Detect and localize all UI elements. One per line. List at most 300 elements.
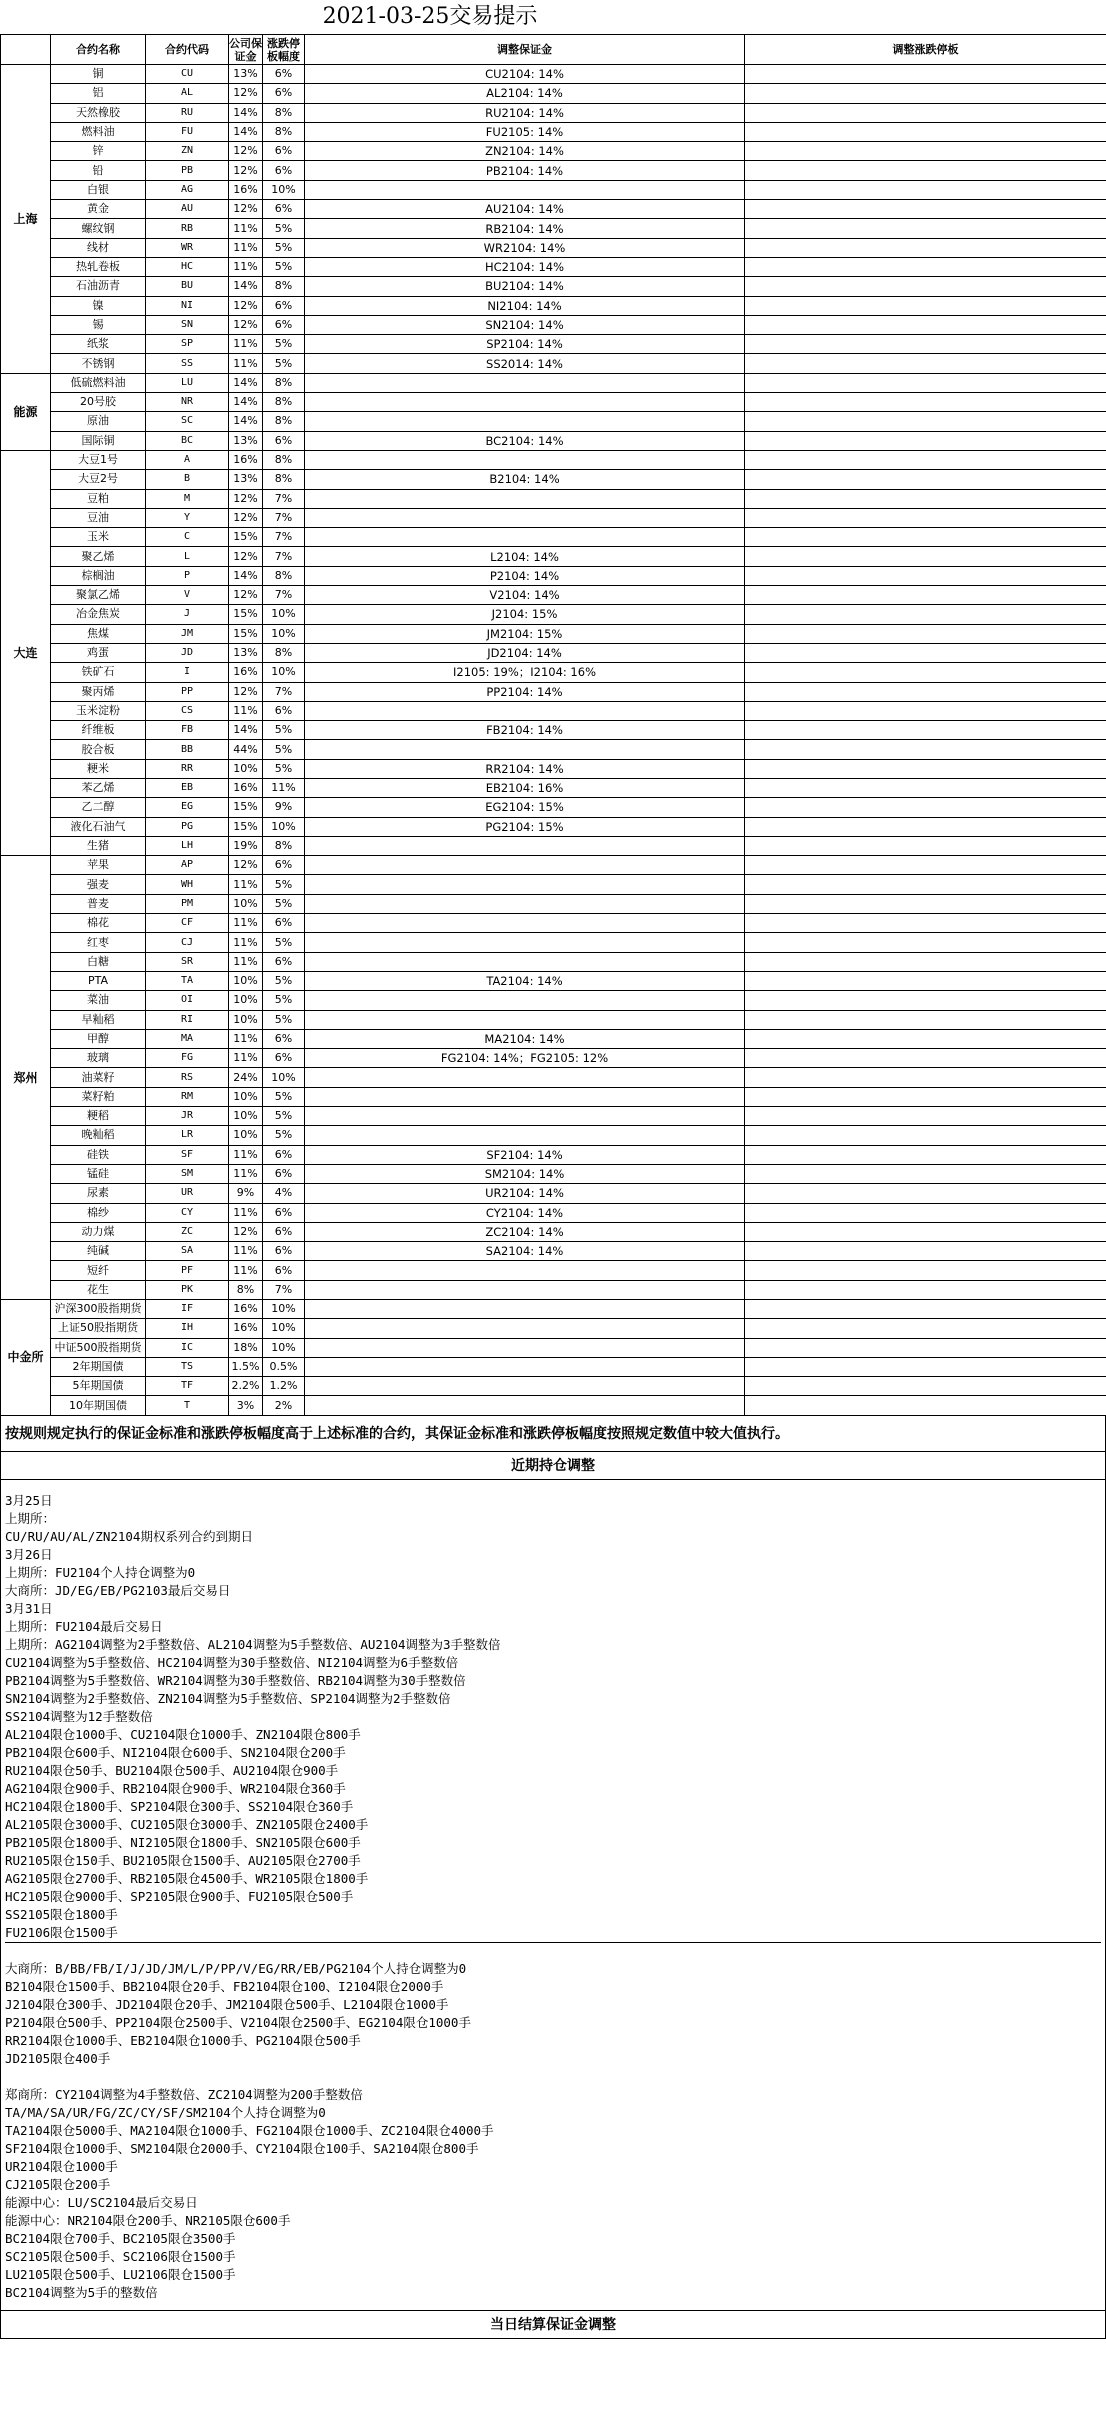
limit-cell: 5% xyxy=(263,335,305,354)
adj-limit-cell xyxy=(745,373,1106,392)
adj-limit-cell xyxy=(745,142,1106,161)
code-cell: AU xyxy=(146,200,229,219)
margin-cell: 19% xyxy=(229,836,263,855)
notes-line: JD2105限仓400手 xyxy=(5,2050,111,2066)
notes-line: 3月26日 xyxy=(5,1546,53,1562)
adj-limit-cell xyxy=(745,682,1106,701)
code-cell: L xyxy=(146,547,229,566)
name-cell: 镍 xyxy=(51,296,146,315)
adj-limit-cell xyxy=(745,875,1106,894)
margin-cell: 12% xyxy=(229,296,263,315)
table-row xyxy=(1,759,1106,778)
table-row xyxy=(1,200,1106,219)
notes-block xyxy=(5,1492,1101,2302)
name-cell: 苯乙烯 xyxy=(51,778,146,797)
table-row xyxy=(1,586,1106,605)
adj-limit-cell xyxy=(745,103,1106,122)
notes-line: RU2105限仓150手、BU2105限仓1500手、AU2105限仓2700手 xyxy=(5,1852,361,1868)
code-cell: IF xyxy=(146,1300,229,1319)
name-cell: 聚氯乙烯 xyxy=(51,586,146,605)
adj-limit-cell xyxy=(745,1242,1106,1261)
name-cell: 粳稻 xyxy=(51,1107,146,1126)
notes-line: CU/RU/AU/AL/ZN2104期权系列合约到期日 xyxy=(5,1528,253,1544)
code-cell: V xyxy=(146,586,229,605)
code-cell: NR xyxy=(146,393,229,412)
notes-line: FU2106限仓1500手 xyxy=(5,1924,118,1940)
adj-margin-cell: BU2104: 14% xyxy=(305,277,745,296)
table-row xyxy=(1,798,1106,817)
adj-margin-cell xyxy=(305,991,745,1010)
code-cell: FU xyxy=(146,122,229,141)
limit-cell: 7% xyxy=(263,547,305,566)
limit-cell: 5% xyxy=(263,991,305,1010)
adj-margin-cell xyxy=(305,836,745,855)
margin-cell: 15% xyxy=(229,817,263,836)
adj-margin-cell: RU2104: 14% xyxy=(305,103,745,122)
limit-cell: 6% xyxy=(263,161,305,180)
limit-cell: 8% xyxy=(263,566,305,585)
adj-margin-cell xyxy=(305,1396,745,1415)
name-cell: 乙二醇 xyxy=(51,798,146,817)
name-cell: 棉花 xyxy=(51,914,146,933)
name-cell: 尿素 xyxy=(51,1184,146,1203)
name-cell: 锰硅 xyxy=(51,1164,146,1183)
margin-cell: 12% xyxy=(229,161,263,180)
table-row xyxy=(1,412,1106,431)
header-adj-limit: 调整涨跌停板 xyxy=(745,35,1106,65)
table-row xyxy=(1,508,1106,527)
limit-cell: 8% xyxy=(263,122,305,141)
table-row xyxy=(1,142,1106,161)
notes-gap xyxy=(5,1942,1101,1960)
limit-cell: 6% xyxy=(263,1049,305,1068)
adj-margin-cell xyxy=(305,1280,745,1299)
margin-cell: 12% xyxy=(229,1222,263,1241)
notes-line: 上期所： xyxy=(5,1510,56,1526)
adj-margin-cell xyxy=(305,1357,745,1376)
table-row xyxy=(1,1300,1106,1319)
notes-line: CU2104调整为5手整数倍、HC2104调整为30手整数倍、NI2104调整为6手整数倍 xyxy=(5,1654,459,1670)
table-row xyxy=(1,721,1106,740)
adj-margin-cell xyxy=(305,1107,745,1126)
name-cell: 花生 xyxy=(51,1280,146,1299)
notes-line: 郑商所：CY2104调整为4手整数倍、ZC2104调整为200手整数倍 xyxy=(5,2086,363,2102)
table-row xyxy=(1,450,1106,469)
limit-cell: 7% xyxy=(263,508,305,527)
adj-limit-cell xyxy=(745,257,1106,276)
notes-line: RR2104限仓1000手、EB2104限仓1000手、PG2104限仓500手 xyxy=(5,2032,361,2048)
margin-cell: 12% xyxy=(229,315,263,334)
table-row xyxy=(1,817,1106,836)
table-row xyxy=(1,1126,1106,1145)
table-row xyxy=(1,1338,1106,1357)
adj-limit-cell xyxy=(745,778,1106,797)
margin-cell: 13% xyxy=(229,470,263,489)
table-row xyxy=(1,1107,1106,1126)
adj-margin-cell xyxy=(305,1300,745,1319)
notes-line: TA/MA/SA/UR/FG/ZC/CY/SF/SM2104个人持仓调整为0 xyxy=(5,2104,326,2120)
name-cell: 低硫燃料油 xyxy=(51,373,146,392)
name-cell: 上证50股指期货 xyxy=(51,1319,146,1338)
name-cell: 2年期国债 xyxy=(51,1357,146,1376)
limit-cell: 5% xyxy=(263,1087,305,1106)
adj-margin-cell xyxy=(305,412,745,431)
name-cell: 焦煤 xyxy=(51,624,146,643)
name-cell: 豆油 xyxy=(51,508,146,527)
header-name: 合约名称 xyxy=(51,35,146,65)
adj-limit-cell xyxy=(745,663,1106,682)
adj-margin-cell: ZC2104: 14% xyxy=(305,1222,745,1241)
name-cell: 天然橡胶 xyxy=(51,103,146,122)
adj-margin-cell xyxy=(305,450,745,469)
limit-cell: 7% xyxy=(263,489,305,508)
table-row xyxy=(1,1068,1106,1087)
adj-margin-cell xyxy=(305,1068,745,1087)
margin-cell: 12% xyxy=(229,200,263,219)
name-cell: 棉纱 xyxy=(51,1203,146,1222)
limit-cell: 5% xyxy=(263,971,305,990)
adj-limit-cell xyxy=(745,1184,1106,1203)
adj-margin-cell: RR2104: 14% xyxy=(305,759,745,778)
margin-cell: 12% xyxy=(229,586,263,605)
code-cell: A xyxy=(146,450,229,469)
adj-margin-cell xyxy=(305,1087,745,1106)
adj-margin-cell xyxy=(305,1338,745,1357)
limit-cell: 9% xyxy=(263,798,305,817)
adj-limit-cell xyxy=(745,836,1106,855)
adj-limit-cell xyxy=(745,643,1106,662)
limit-cell: 6% xyxy=(263,65,305,84)
limit-cell: 7% xyxy=(263,528,305,547)
code-cell: CS xyxy=(146,701,229,720)
adj-limit-cell xyxy=(745,1377,1106,1396)
table-row xyxy=(1,84,1106,103)
table-row xyxy=(1,663,1106,682)
code-cell: PF xyxy=(146,1261,229,1280)
name-cell: 石油沥青 xyxy=(51,277,146,296)
limit-cell: 5% xyxy=(263,759,305,778)
margin-cell: 15% xyxy=(229,605,263,624)
adj-limit-cell xyxy=(745,1164,1106,1183)
name-cell: 螺纹钢 xyxy=(51,219,146,238)
table-row xyxy=(1,991,1106,1010)
limit-cell: 5% xyxy=(263,1126,305,1145)
margin-cell: 14% xyxy=(229,373,263,392)
table-row xyxy=(1,643,1106,662)
margin-cell: 10% xyxy=(229,971,263,990)
limit-cell: 6% xyxy=(263,296,305,315)
code-cell: LR xyxy=(146,1126,229,1145)
limit-cell: 6% xyxy=(263,84,305,103)
notes-line: LU2105限仓500手、LU2106限仓1500手 xyxy=(5,2266,236,2282)
adj-margin-cell: WR2104: 14% xyxy=(305,238,745,257)
margin-cell: 15% xyxy=(229,798,263,817)
table-row xyxy=(1,547,1106,566)
name-cell: 纯碱 xyxy=(51,1242,146,1261)
margin-cell: 14% xyxy=(229,122,263,141)
name-cell: 晚籼稻 xyxy=(51,1126,146,1145)
limit-cell: 5% xyxy=(263,740,305,759)
limit-cell: 10% xyxy=(263,1319,305,1338)
margin-cell: 8% xyxy=(229,1280,263,1299)
limit-cell: 11% xyxy=(263,778,305,797)
margin-cell: 14% xyxy=(229,412,263,431)
notes-line: AL2105限仓3000手、CU2105限仓3000手、ZN2105限仓2400手 xyxy=(5,1816,369,1832)
notes-line: PB2105限仓1800手、NI2105限仓1800手、SN2105限仓600手 xyxy=(5,1834,361,1850)
table-row xyxy=(1,489,1106,508)
notes-line: AG2105限仓2700手、RB2105限仓4500手、WR2105限仓1800手 xyxy=(5,1870,369,1886)
margin-cell: 10% xyxy=(229,1010,263,1029)
adj-limit-cell xyxy=(745,1396,1106,1415)
notes-line: 上期所：FU2104最后交易日 xyxy=(5,1618,163,1634)
adj-margin-cell: PG2104: 15% xyxy=(305,817,745,836)
adj-margin-cell: L2104: 14% xyxy=(305,547,745,566)
adj-margin-cell: FB2104: 14% xyxy=(305,721,745,740)
adj-margin-cell xyxy=(305,1126,745,1145)
name-cell: 菜油 xyxy=(51,991,146,1010)
table-row xyxy=(1,914,1106,933)
code-cell: PP xyxy=(146,682,229,701)
adj-limit-cell xyxy=(745,200,1106,219)
margin-cell: 11% xyxy=(229,1145,263,1164)
exchange-cell: 上海 xyxy=(1,65,51,374)
margin-cell: 11% xyxy=(229,238,263,257)
adj-limit-cell xyxy=(745,701,1106,720)
adj-margin-cell: AL2104: 14% xyxy=(305,84,745,103)
limit-cell: 10% xyxy=(263,180,305,199)
limit-cell: 8% xyxy=(263,836,305,855)
adj-limit-cell xyxy=(745,1280,1106,1299)
table-row xyxy=(1,1377,1106,1396)
code-cell: NI xyxy=(146,296,229,315)
adj-limit-cell xyxy=(745,817,1106,836)
code-cell: RB xyxy=(146,219,229,238)
adj-limit-cell xyxy=(745,431,1106,450)
name-cell: 菜籽粕 xyxy=(51,1087,146,1106)
adj-margin-cell xyxy=(305,1010,745,1029)
adj-limit-cell xyxy=(745,1107,1106,1126)
code-cell: CF xyxy=(146,914,229,933)
margin-cell: 10% xyxy=(229,991,263,1010)
adj-margin-cell xyxy=(305,952,745,971)
notes-line: AG2104限仓900手、RB2104限仓900手、WR2104限仓360手 xyxy=(5,1780,346,1796)
limit-cell: 8% xyxy=(263,470,305,489)
code-cell: Y xyxy=(146,508,229,527)
limit-cell: 0.5% xyxy=(263,1357,305,1376)
adj-limit-cell xyxy=(745,1029,1106,1048)
limit-cell: 6% xyxy=(263,315,305,334)
name-cell: 白糖 xyxy=(51,952,146,971)
adj-margin-cell: ZN2104: 14% xyxy=(305,142,745,161)
adj-margin-cell xyxy=(305,180,745,199)
table-row xyxy=(1,335,1106,354)
adj-margin-cell: P2104: 14% xyxy=(305,566,745,585)
name-cell: 燃料油 xyxy=(51,122,146,141)
adj-margin-cell xyxy=(305,914,745,933)
margin-cell: 16% xyxy=(229,450,263,469)
adj-limit-cell xyxy=(745,315,1106,334)
table-row xyxy=(1,103,1106,122)
code-cell: CJ xyxy=(146,933,229,952)
code-cell: CU xyxy=(146,65,229,84)
margin-cell: 14% xyxy=(229,566,263,585)
header-margin: 公司保证金 xyxy=(229,36,262,63)
margin-cell: 10% xyxy=(229,1107,263,1126)
margin-cell: 1.5% xyxy=(229,1357,263,1376)
adj-margin-cell: PP2104: 14% xyxy=(305,682,745,701)
adj-limit-cell xyxy=(745,547,1106,566)
margin-cell: 12% xyxy=(229,682,263,701)
adj-margin-cell: RB2104: 14% xyxy=(305,219,745,238)
table-row xyxy=(1,122,1106,141)
code-cell: UR xyxy=(146,1184,229,1203)
code-cell: FB xyxy=(146,721,229,740)
limit-cell: 8% xyxy=(263,393,305,412)
name-cell: 胶合板 xyxy=(51,740,146,759)
notes-line: P2104限仓500手、PP2104限仓2500手、V2104限仓2500手、EG2104限仓1000手 xyxy=(5,2014,471,2030)
exchange-cell: 能源 xyxy=(1,373,51,450)
margin-cell: 11% xyxy=(229,354,263,373)
adj-margin-cell xyxy=(305,1261,745,1280)
margin-cell: 11% xyxy=(229,1029,263,1048)
adj-margin-cell xyxy=(305,740,745,759)
notes-line: B2104限仓1500手、BB2104限仓20手、FB2104限仓100、I2104限仓2000手 xyxy=(5,1978,444,1994)
name-cell: 铅 xyxy=(51,161,146,180)
margin-cell: 11% xyxy=(229,1203,263,1222)
name-cell: 短纤 xyxy=(51,1261,146,1280)
adj-limit-cell xyxy=(745,1319,1106,1338)
name-cell: 玉米 xyxy=(51,528,146,547)
code-cell: AL xyxy=(146,84,229,103)
limit-cell: 5% xyxy=(263,721,305,740)
name-cell: 聚乙烯 xyxy=(51,547,146,566)
adj-limit-cell xyxy=(745,354,1106,373)
name-cell: 纸浆 xyxy=(51,335,146,354)
margin-cell: 15% xyxy=(229,624,263,643)
table-row xyxy=(1,856,1106,875)
table-row xyxy=(1,894,1106,913)
margin-cell: 2.2% xyxy=(229,1377,263,1396)
name-cell: 普麦 xyxy=(51,894,146,913)
table-row xyxy=(1,624,1106,643)
table-row xyxy=(1,257,1106,276)
table-row xyxy=(1,1357,1106,1376)
header-limit: 涨跌停板幅度 xyxy=(263,35,305,65)
code-cell: PG xyxy=(146,817,229,836)
name-cell: 动力煤 xyxy=(51,1222,146,1241)
margin-cell: 11% xyxy=(229,701,263,720)
name-cell: 棕榈油 xyxy=(51,566,146,585)
notes-line: J2104限仓300手、JD2104限仓20手、JM2104限仓500手、L2104限仓1000手 xyxy=(5,1996,449,2012)
code-cell: B xyxy=(146,470,229,489)
adj-limit-cell xyxy=(745,161,1106,180)
name-cell: 硅铁 xyxy=(51,1145,146,1164)
contracts-table xyxy=(0,34,1106,1416)
adj-margin-cell xyxy=(305,701,745,720)
table-row xyxy=(1,778,1106,797)
limit-cell: 2% xyxy=(263,1396,305,1415)
margin-cell: 13% xyxy=(229,643,263,662)
adj-margin-cell xyxy=(305,489,745,508)
name-cell: 玻璃 xyxy=(51,1049,146,1068)
adj-margin-cell: NI2104: 14% xyxy=(305,296,745,315)
margin-cell: 16% xyxy=(229,1319,263,1338)
adj-limit-cell xyxy=(745,122,1106,141)
header-code: 合约代码 xyxy=(146,35,229,65)
adj-limit-cell xyxy=(745,393,1106,412)
name-cell: 苹果 xyxy=(51,856,146,875)
name-cell: 甲醇 xyxy=(51,1029,146,1048)
limit-cell: 6% xyxy=(263,431,305,450)
code-cell: SS xyxy=(146,354,229,373)
limit-cell: 5% xyxy=(263,219,305,238)
table-row xyxy=(1,470,1106,489)
name-cell: 中证500股指期货 xyxy=(51,1338,146,1357)
adj-limit-cell xyxy=(745,1357,1106,1376)
notes-line: 上期所：AG2104调整为2手整数倍、AL2104调整为5手整数倍、AU2104调整为3手整数倍 xyxy=(5,1636,501,1652)
adj-limit-cell xyxy=(745,335,1106,354)
notes-line: BC2104调整为5手的整数倍 xyxy=(5,2284,158,2300)
adj-limit-cell xyxy=(745,566,1106,585)
adj-margin-cell xyxy=(305,373,745,392)
table-row xyxy=(1,238,1106,257)
name-cell: 铜 xyxy=(51,65,146,84)
name-cell: 大豆1号 xyxy=(51,450,146,469)
code-cell: P xyxy=(146,566,229,585)
code-cell: BC xyxy=(146,431,229,450)
code-cell: EG xyxy=(146,798,229,817)
table-row xyxy=(1,1029,1106,1048)
name-cell: 豆粕 xyxy=(51,489,146,508)
margin-cell: 3% xyxy=(229,1396,263,1415)
name-cell: 液化石油气 xyxy=(51,817,146,836)
code-cell: RI xyxy=(146,1010,229,1029)
adj-limit-cell xyxy=(745,1087,1106,1106)
adj-limit-cell xyxy=(745,586,1106,605)
limit-cell: 5% xyxy=(263,894,305,913)
margin-cell: 11% xyxy=(229,1242,263,1261)
margin-cell: 12% xyxy=(229,142,263,161)
adj-limit-cell xyxy=(745,65,1106,84)
adj-limit-cell xyxy=(745,721,1106,740)
notes-line: 3月31日 xyxy=(5,1600,53,1616)
notes-line: SN2104调整为2手整数倍、ZN2104调整为5手整数倍、SP2104调整为2手整数倍 xyxy=(5,1690,451,1706)
name-cell: 沪深300股指期货 xyxy=(51,1300,146,1319)
limit-cell: 5% xyxy=(263,1107,305,1126)
table-row xyxy=(1,1184,1106,1203)
code-cell: RM xyxy=(146,1087,229,1106)
limit-cell: 5% xyxy=(263,257,305,276)
header-exchange xyxy=(1,35,51,65)
adj-limit-cell xyxy=(745,1010,1106,1029)
limit-cell: 8% xyxy=(263,643,305,662)
adj-margin-cell xyxy=(305,875,745,894)
name-cell: 白银 xyxy=(51,180,146,199)
code-cell: TF xyxy=(146,1377,229,1396)
adj-margin-cell: SN2104: 14% xyxy=(305,315,745,334)
code-cell: BB xyxy=(146,740,229,759)
limit-cell: 7% xyxy=(263,1280,305,1299)
code-cell: SC xyxy=(146,412,229,431)
adj-limit-cell xyxy=(745,412,1106,431)
name-cell: 锌 xyxy=(51,142,146,161)
adj-margin-cell xyxy=(305,856,745,875)
limit-cell: 10% xyxy=(263,817,305,836)
adj-limit-cell xyxy=(745,624,1106,643)
code-cell: RR xyxy=(146,759,229,778)
adj-margin-cell: B2104: 14% xyxy=(305,470,745,489)
table-row xyxy=(1,431,1106,450)
